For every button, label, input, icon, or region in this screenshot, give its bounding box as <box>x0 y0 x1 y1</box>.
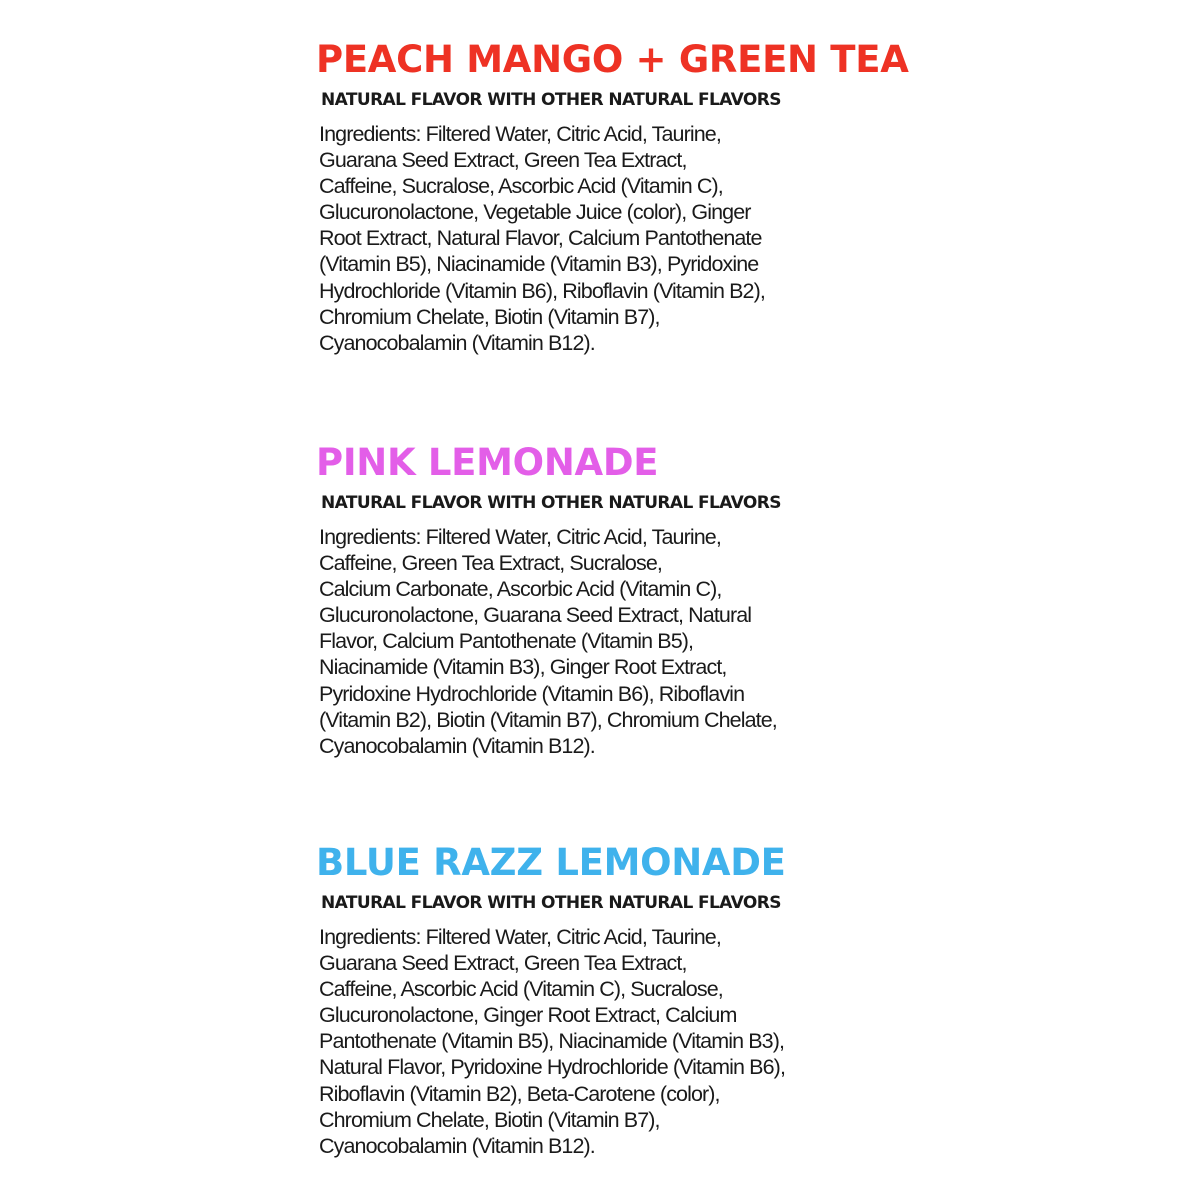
flavor-section-blue-razz-lemonade <box>316 841 876 1159</box>
flavor-section-peach-mango <box>316 38 909 356</box>
ingredients-line: (Vitamin B2), Biotin (Vitamin B7), Chromium Chelate, <box>319 707 777 732</box>
ingredients-line: Ingredients: Filtered Water, Citric Acid, Taurine, <box>319 525 721 549</box>
ingredients-list <box>319 121 876 356</box>
flavor-subtitle: NATURAL FLAVOR WITH OTHER NATURAL FLAVORS <box>321 893 781 913</box>
ingredients-line: (Vitamin B5), Niacinamide (Vitamin B3), Pyridoxine <box>319 252 759 277</box>
ingredients-line: Calcium Carbonate, Ascorbic Acid (Vitamin C), <box>319 577 722 602</box>
ingredients-line: Guarana Seed Extract, Green Tea Extract, <box>319 148 687 173</box>
ingredients-line: Chromium Chelate, Biotin (Vitamin B7), <box>319 304 660 329</box>
ingredients-list <box>319 524 876 759</box>
ingredients-line: Cyanocobalamin (Vitamin B12). <box>319 733 595 758</box>
ingredients-line: Natural Flavor, Pyridoxine Hydrochloride (Vitamin B6), <box>319 1055 786 1080</box>
flavor-subtitle: NATURAL FLAVOR WITH OTHER NATURAL FLAVORS <box>321 493 781 513</box>
ingredients-line: Ingredients: Filtered Water, Citric Acid, Taurine, <box>319 122 721 146</box>
flavor-title: PEACH MANGO + GREEN TEA <box>316 38 909 81</box>
flavor-title: BLUE RAZZ LEMONADE <box>316 841 786 884</box>
ingredients-line: Cyanocobalamin (Vitamin B12). <box>319 330 595 355</box>
ingredients-line: Pantothenate (Vitamin B5), Niacinamide (Vitamin B3), <box>319 1029 785 1054</box>
ingredients-line: Guarana Seed Extract, Green Tea Extract, <box>319 951 687 976</box>
ingredients-line: Hydrochloride (Vitamin B6), Riboflavin (Vitamin B2), <box>319 278 765 303</box>
ingredients-list <box>319 924 876 1159</box>
ingredients-line: Caffeine, Ascorbic Acid (Vitamin C), Sucralose, <box>319 977 723 1002</box>
ingredients-line: Flavor, Calcium Pantothenate (Vitamin B5), <box>319 629 694 654</box>
ingredients-line: Glucuronolactone, Ginger Root Extract, Calcium <box>319 1003 737 1028</box>
ingredients-line: Chromium Chelate, Biotin (Vitamin B7), <box>319 1107 660 1132</box>
ingredients-line: Niacinamide (Vitamin B3), Ginger Root Extract, <box>319 655 727 680</box>
ingredients-line: Glucuronolactone, Vegetable Juice (color), Ginger <box>319 200 751 225</box>
ingredients-line: Pyridoxine Hydrochloride (Vitamin B6), Riboflavin <box>319 681 745 706</box>
ingredients-line: Riboflavin (Vitamin B2), Beta-Carotene (color), <box>319 1081 720 1106</box>
flavor-section-pink-lemonade <box>316 441 876 759</box>
ingredients-line: Ingredients: Filtered Water, Citric Acid, Taurine, <box>319 925 721 949</box>
flavor-subtitle: NATURAL FLAVOR WITH OTHER NATURAL FLAVORS <box>321 90 781 110</box>
ingredients-line: Cyanocobalamin (Vitamin B12). <box>319 1133 595 1158</box>
ingredients-line: Root Extract, Natural Flavor, Calcium Pantothenate <box>319 226 762 251</box>
ingredients-line: Caffeine, Green Tea Extract, Sucralose, <box>319 551 662 576</box>
ingredients-line: Caffeine, Sucralose, Ascorbic Acid (Vitamin C), <box>319 174 723 199</box>
flavor-title: PINK LEMONADE <box>316 441 659 484</box>
ingredients-line: Glucuronolactone, Guarana Seed Extract, Natural <box>319 603 752 628</box>
